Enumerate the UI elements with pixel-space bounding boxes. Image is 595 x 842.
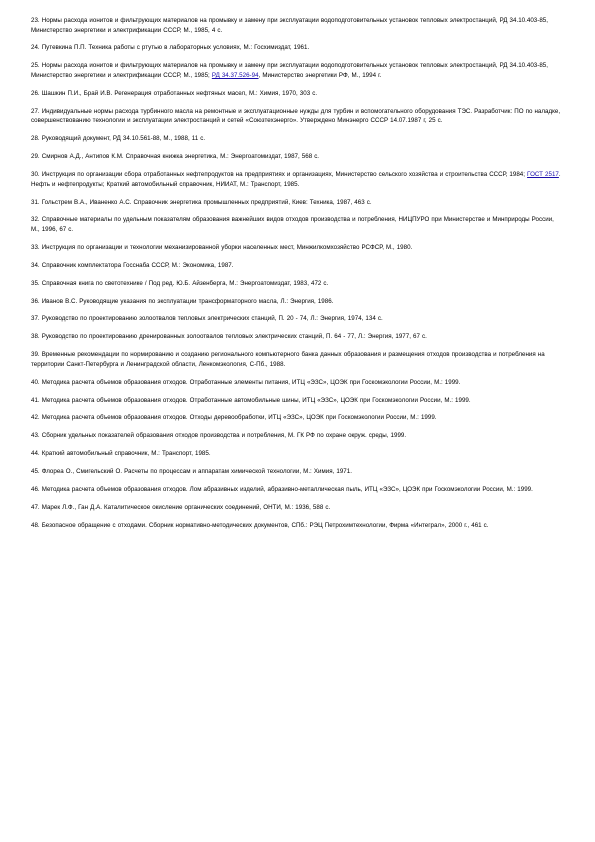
reference-item — [31, 89, 561, 99]
reference-text: 38. Руководство по проектированию дренированных золоотвалов тепловых электрических станций, П. 64 - 77, Л.: Энергия, 1977, 67 с. — [31, 333, 427, 341]
reference-item — [31, 107, 561, 126]
reference-text: 29. Смирнов А.Д., Антипов К.М. Справочная книжка энергетика, М.: Энергоатомиздат, 1987, 568 с. — [31, 153, 320, 161]
document-link[interactable]: РД 34.37.526-94 — [211, 71, 259, 79]
reference-item — [31, 485, 561, 495]
reference-text: , Министерство энергетики РФ, М., 1994 г. — [258, 71, 382, 79]
reference-item — [31, 198, 561, 208]
reference-item — [31, 16, 561, 35]
reference-item — [31, 467, 561, 477]
reference-item — [31, 243, 561, 253]
reference-text: 47. Марек Л.Ф., Ган Д.А. Каталитическое окисление органических соединений, ОНТИ, М.: 1936, 588 с. — [31, 503, 331, 511]
reference-item — [31, 170, 561, 189]
reference-text: 43. Сборник удельных показателей образования отходов производства и потребления, М. ГК РФ по охране окруж. среды, 1999. — [31, 432, 407, 440]
reference-text: 40. Методика расчета объемов образования отходов. Отработанные элементы питания, ИТЦ «ЭЗС», ЦОЭК при Госкомэкологии России, М.: 1999. — [31, 378, 461, 386]
reference-item — [31, 43, 561, 53]
reference-item — [31, 413, 561, 423]
reference-text: 25. Нормы расхода ионитов и фильтрующих материалов на промывку и замену при эксплуатации водоподготовительных установок тепловых электростанций, РД 34.10.403-85, Министерство энергетики и электрификации СССР, М., 1985; — [31, 62, 549, 79]
document-link[interactable]: ГОСТ 2517 — [527, 171, 559, 179]
reference-text: 44. Краткий автомобильный справочник, М.: Транспорт, 1985. — [31, 450, 211, 458]
reference-text: 35. Справочная книга по светотехнике / Под ред. Ю.Б. Айзенберга, М.: Энергоатомиздат, 1983, 472 с. — [31, 279, 329, 287]
reference-item — [31, 314, 561, 324]
reference-item — [31, 396, 561, 406]
reference-text: 48. Безопасное обращение с отходами. Сборник нормативно-методических документов, СПб.: РЭЦ Петрохимтехнологии, Фирма «Интеграл», 2000 г., 461 с. — [31, 521, 489, 529]
reference-item — [31, 431, 561, 441]
reference-text: 28. Руководящий документ, РД 34.10.561-88, М., 1988, 11 с. — [31, 135, 206, 143]
reference-item — [31, 134, 561, 144]
reference-text: 39. Временные рекомендации по нормированию и созданию регионального компьютерного банка данных образования и размещения отходов производства и потребления на территории Санкт-Петербурга и Ленинградской области, Ленкомэкология, С-Пб., 1988. — [31, 351, 545, 368]
reference-text: 24. Путевкина П.П. Техника работы с ртутью в лабораторных условиях, М.: Госхимиздат, 1961. — [31, 44, 310, 52]
reference-item — [31, 350, 561, 369]
reference-text: 46. Методика расчета объемов образования отходов. Лом абразивных изделий, абразивно-металлическая пыль, ИТЦ «ЭЗС», ЦОЭК при Госкомэкологии России, М.: 1999. — [31, 486, 533, 494]
reference-item — [31, 521, 561, 531]
reference-item — [31, 297, 561, 307]
reference-text: 42. Методика расчета объемов образования отходов. Отходы деревообработки, ИТЦ «ЭЗС», ЦОЭК при Госкомэкологии России, М.: 1999. — [31, 414, 437, 422]
reference-text: 36. Иванов В.С. Руководящие указания по эксплуатации трансформаторного масла, Л.: Энергия, 1986. — [31, 297, 334, 305]
reference-item — [31, 61, 561, 80]
reference-text: 23. Нормы расхода ионитов и фильтрующих материалов на промывку и замену при эксплуатации водоподготовительных установок тепловых электростанций, РД 34.10.403-85, Министерство энергетики и электрификации СССР, М., 1985, 4 с. — [31, 17, 549, 34]
reference-text: . Нефть и нефтепродукты; Краткий автомобильный справочник, НИИАТ, М.: Транспорт, 1985. — [31, 171, 561, 188]
reference-text: 34. Справочник комплектатора Госснаба СССР, М.: Экономика, 1987. — [31, 261, 234, 269]
reference-text: 26. Шашкин П.И., Брай И.В. Регенерация отработанных нефтяных масел, М.: Химия, 1970, 303 с. — [31, 89, 318, 97]
reference-text: 33. Инструкция по организации и технологии механизированной уборки населенных мест, Минжилкомхозяйство РСФСР, М., 1980. — [31, 243, 413, 251]
reference-item — [31, 503, 561, 513]
reference-text: 27. Индивидуальные нормы расхода турбинного масла на ремонтные и эксплуатационные нужды для турбин и вспомогательного оборудования ТЭС. Разработчик: ПО по наладке, совершенствованию технологии и эксплуатации электростанций и сетей «Союзтехэнерго». Утверждено Минэнерго СССР 14.07.1987 г, 25 с. — [31, 107, 561, 125]
reference-text: 37. Руководство по проектированию золоотвалов тепловых электрических станций, П. 20 - 74, Л.: Энергия, 1974, 134 с. — [31, 315, 383, 323]
reference-text: 32. Справочные материалы по удельным показателям образования важнейших видов отходов производства и потребления, НИЦПУРО при Министерстве и Минприроды России, М., 1996, 67 с. — [31, 216, 554, 233]
reference-text: 45. Флореа О., Смигельский О. Расчеты по процессам и аппаратам химической технологии, М.: Химия, 1971. — [31, 468, 352, 476]
reference-item — [31, 215, 561, 234]
reference-item — [31, 152, 561, 162]
reference-text: 30. Инструкция по организации сбора отработанных нефтепродуктов на предприятиях и организациях, Министерство сельского хозяйства и строительства СССР, 1984; — [31, 171, 528, 179]
reference-item — [31, 449, 561, 459]
reference-text: 41. Методика расчета объемов образования отходов. Отработанные автомобильные шины, ИТЦ «ЭЗС», ЦОЭК при Госкомэкологии России, М.: 1999. — [31, 396, 471, 404]
reference-item — [31, 332, 561, 342]
reference-item — [31, 261, 561, 271]
reference-item — [31, 378, 561, 388]
reference-item — [31, 279, 561, 289]
reference-text: 31. Гольстрем В.А., Иваненко А.С. Справочник энергетика промышленных предприятий, Киев: Техника, 1987, 463 с. — [31, 198, 372, 206]
